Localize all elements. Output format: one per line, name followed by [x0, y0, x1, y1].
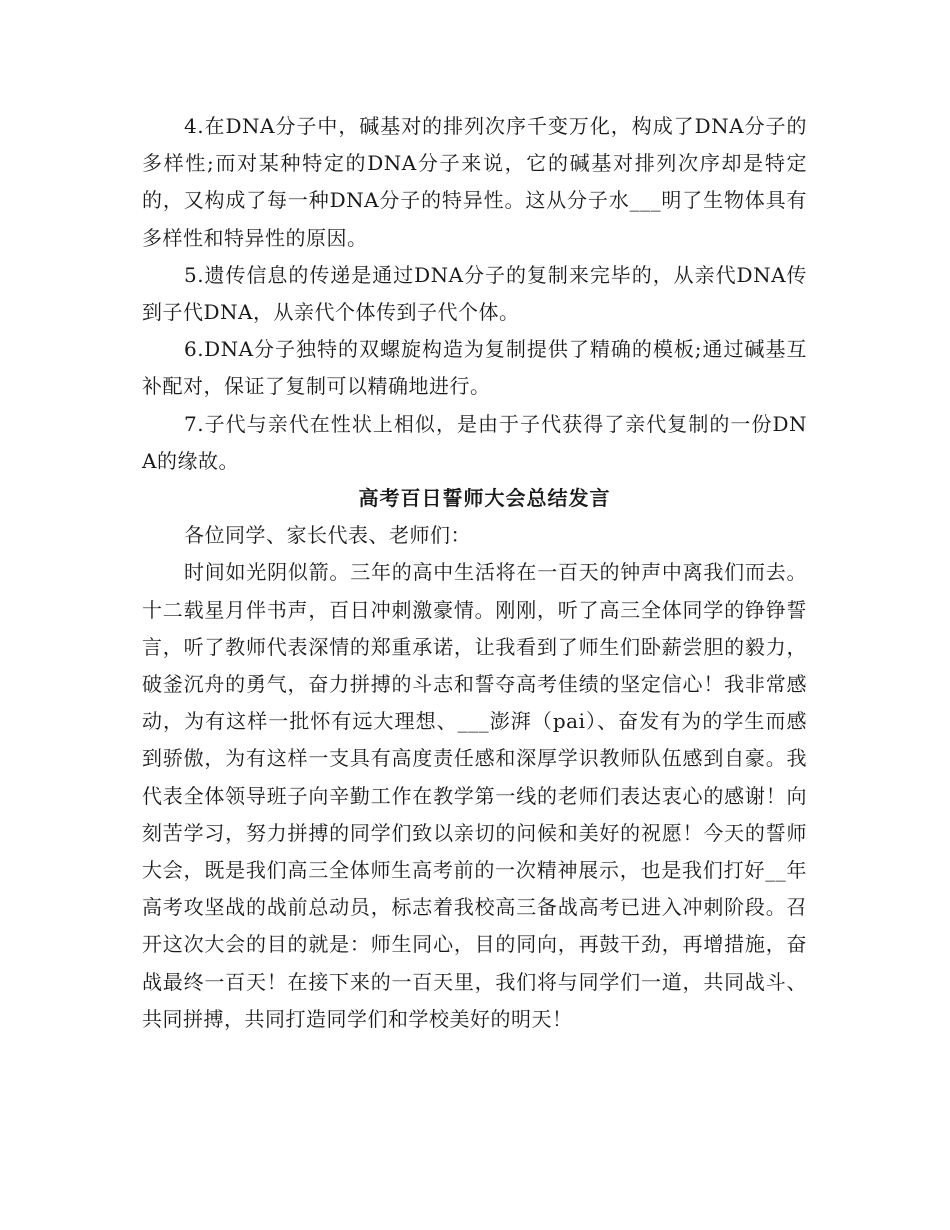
- speech-salutation: 各位同学、家长代表、老师们：: [184, 523, 471, 548]
- speech-body: 时间如光阴似箭。三年的高中生活将在一百天的钟声中离我们而去。十二载星月伴书声，百日冲刺激豪情。刚刚，听了高三全体同学的铮铮誓言，听了教师代表深情的郑重承诺，让我看到了师生们卧薪尝胆的毅力，破釜沉舟的勇气，奋力拼搏的斗志和誓夺高考佳绩的坚定信心！我非常感动，为有这样一批怀有远大理想、___澎湃（pai）、奋发有为的学生而感到骄傲，为有这样一支具有高度责任感和深厚学识教师队伍感到自豪。我代表全体领导班子向辛勤工作在教学第一线的老师们表达衷心的感谢！向刻苦学习，努力拼搏的同学们致以亲切的问候和美好的祝愿！今天的誓师大会，既是我们高三全体师生高考前的一次精神展示，也是我们打好__年高考攻坚战的战前总动员，标志着我校高三备战高考已进入冲刺阶段。召开这次大会的目的就是：师生同心，目的同向，再鼓干劲，再增措施，奋战最终一百天！在接下来的一百天里，我们将与同学们一道，共同战斗、共同拼搏，共同打造同学们和学校美好的明天！: [142, 560, 807, 1031]
- document-body: [142, 108, 807, 1038]
- paragraph-item-4: 4.在DNA分子中，碱基对的排列次序千变万化，构成了DNA分子的多样性;而对某种特定的DNA分子来说，它的碱基对排列次序却是特定的，又构成了每一种DNA分子的特异性。这从分子水___明了生物体具有多样性和特异性的原因。: [142, 114, 807, 250]
- paragraph-item-5: 5.遗传信息的传递是通过DNA分子的复制来完毕的，从亲代DNA传到子代DNA，从亲代个体传到子代个体。: [142, 262, 807, 325]
- speech-title: 高考百日誓师大会总结发言: [358, 486, 611, 511]
- paragraph-item-6: 6.DNA分子独特的双螺旋构造为复制提供了精确的模板;通过碱基互补配对，保证了复制可以精确地进行。: [142, 337, 807, 399]
- paragraph-item-7: 7.子代与亲代在性状上相似，是由于子代获得了亲代复制的一份DNA的缘故。: [142, 411, 807, 473]
